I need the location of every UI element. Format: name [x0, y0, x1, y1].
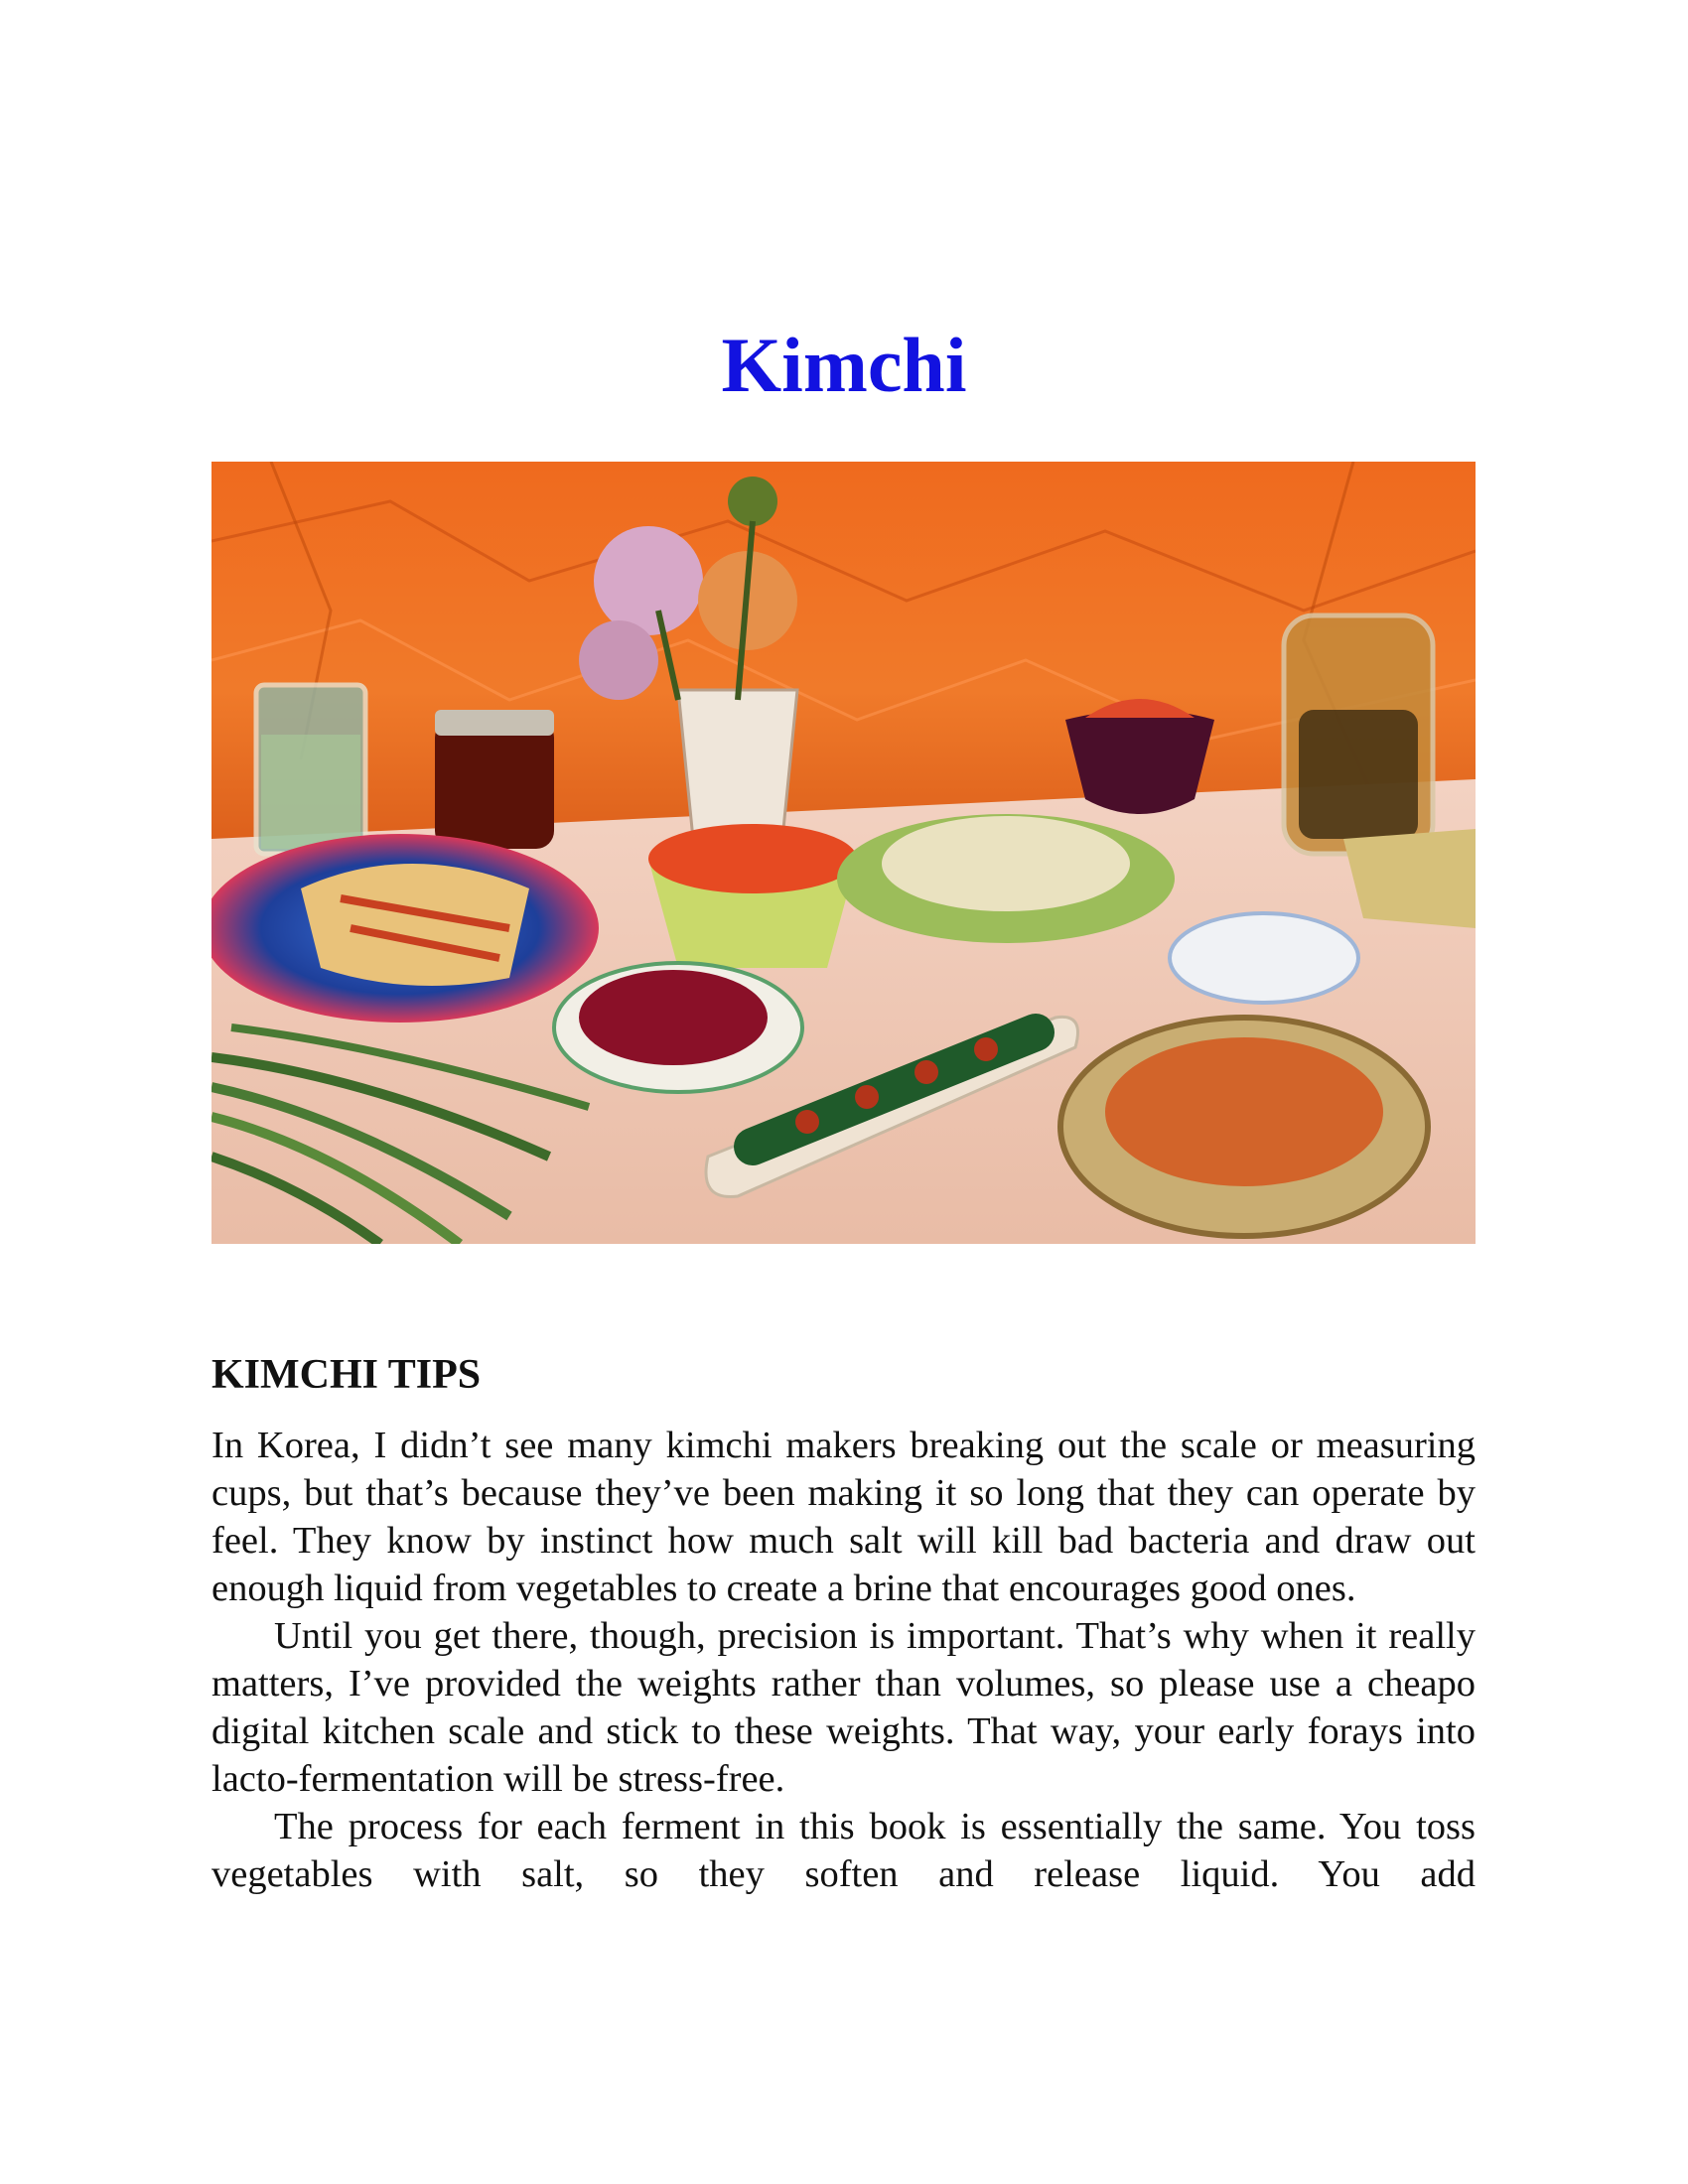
body-text	[211, 1422, 1476, 1898]
still-life-food-photo-icon	[211, 462, 1476, 1244]
paragraph: The process for each ferment in this book is essentially the same. You toss vegetables with salt, so they soften and release liquid. You add	[211, 1806, 1476, 1895]
paragraph: In Korea, I didn’t see many kimchi makers breaking out the scale or measuring cups, but that’s because they’ve been making it so long that they can operate by feel. They know by instinct how much salt will kill bad bacteria and draw out enough liquid from vegetables to create a brine that encourages good ones.	[211, 1425, 1476, 1609]
kimchi-spread-photo	[211, 462, 1476, 1244]
paragraph: Until you get there, though, precision is important. That’s why when it really matters, I’ve provided the weights rather than volumes, so please use a cheapo digital kitchen scale and stick to these weights. That way, your early forays into lacto-fermentation will be stress-free.	[211, 1615, 1476, 1800]
section-heading: KIMCHI TIPS	[211, 1352, 482, 1398]
page-title: Kimchi	[721, 322, 967, 408]
